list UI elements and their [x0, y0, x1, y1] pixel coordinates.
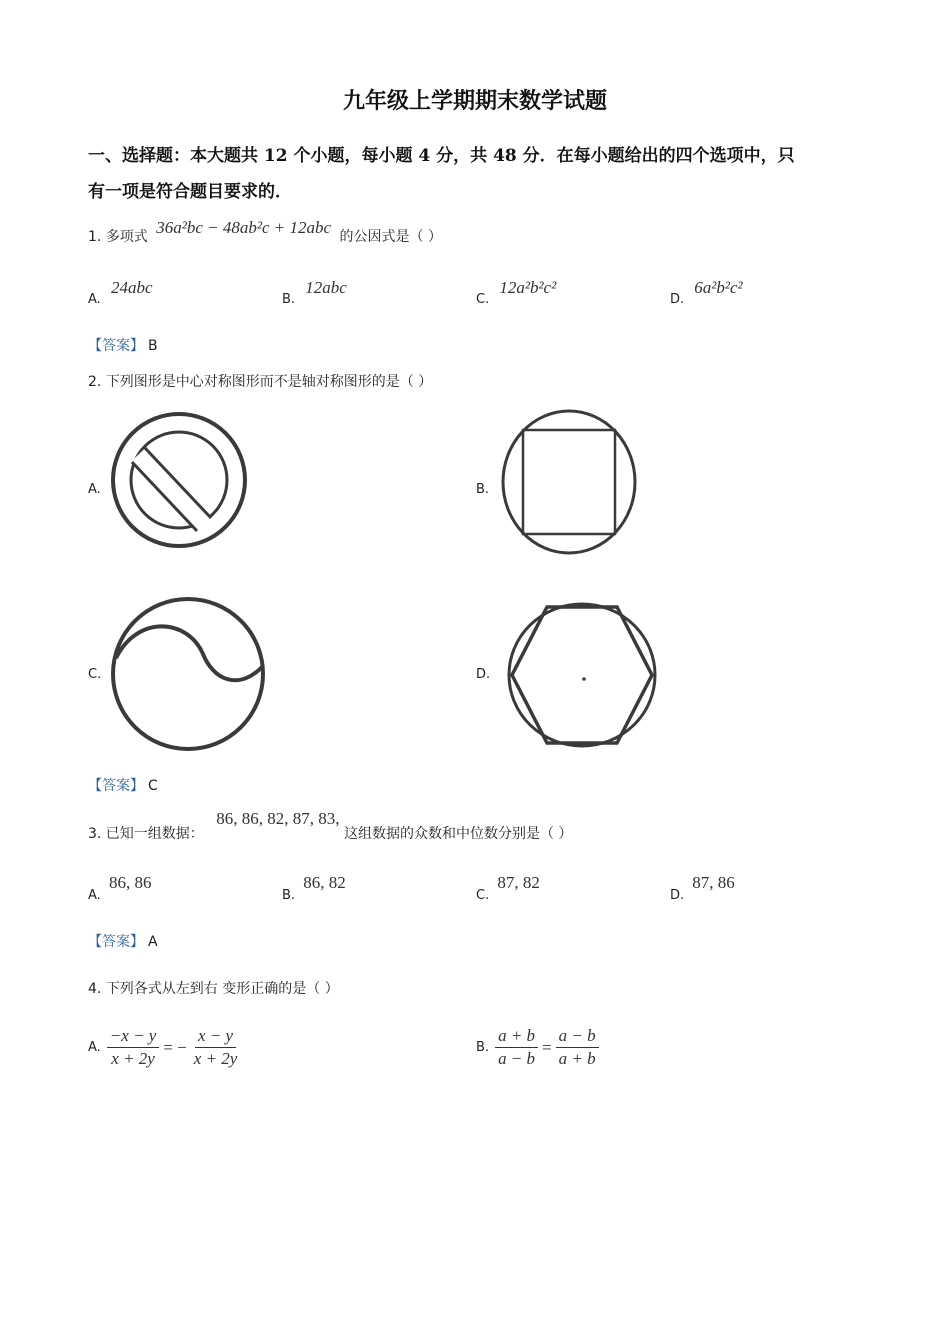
q1-option-c[interactable] — [476, 278, 557, 308]
lhs-denominator: a − b — [498, 1049, 536, 1068]
q3-option-b[interactable] — [282, 873, 346, 904]
question-2-stem: 2. 下列图形是中心对称图形而不是轴对称图形的是（ ） — [88, 374, 433, 390]
option-label: A. — [88, 292, 101, 307]
q2-option-c-label[interactable]: C. — [88, 667, 102, 682]
option-label: B. — [476, 1040, 490, 1055]
option-text: 86, 82 — [303, 873, 346, 892]
rhs-fraction — [556, 1026, 599, 1069]
option-label: C. — [476, 292, 490, 307]
q2-figure-b-square-in-circle[interactable] — [500, 408, 638, 556]
option-label: C. — [476, 888, 490, 903]
lhs-fraction — [107, 1026, 160, 1069]
answer-tag: 【答案】 — [88, 338, 144, 354]
equation-relation: = — [542, 1037, 552, 1057]
lhs-fraction — [495, 1026, 538, 1069]
answer-value: B — [148, 338, 158, 354]
option-text: 86, 86 — [108, 873, 152, 892]
equation-relation: = − — [163, 1037, 187, 1057]
q1-option-a[interactable] — [88, 278, 153, 308]
lhs-numerator: a + b — [495, 1026, 538, 1048]
rhs-denominator: a + b — [558, 1049, 596, 1068]
question-3-data: 86, 86, 82, 87, 83, — [216, 809, 340, 828]
q2-figure-a-circle-slash[interactable] — [108, 405, 250, 555]
page-title: 九年级上学期期末数学试题 — [342, 88, 607, 114]
lhs-denominator: x + 2y — [111, 1049, 155, 1068]
q2-figure-c-s-curve-in-circle[interactable] — [108, 594, 266, 754]
q2-option-b-label[interactable]: B. — [476, 482, 490, 497]
option-text: 87, 82 — [497, 873, 540, 892]
q1-option-b[interactable] — [282, 278, 347, 308]
option-label: B. — [282, 888, 296, 903]
option-label: A. — [88, 888, 101, 903]
question-1-suffix: 的公因式是（ ） — [339, 229, 442, 245]
option-text: 87, 86 — [692, 873, 735, 892]
question-4-stem: 4. 下列各式从左到右 变形正确的是（ ） — [88, 981, 339, 997]
question-1-prefix: 1. 多项式 — [88, 229, 148, 245]
lhs-numerator: −x − y — [107, 1026, 160, 1048]
answer-value: A — [148, 934, 158, 950]
q3-option-c[interactable] — [476, 873, 540, 904]
section-heading-line-1: 一、选择题：本大题共 12 个小题，每小题 4 分，共 48 分．在每小题给出的四个选项中，只 — [88, 146, 795, 166]
option-text: 24abc — [110, 278, 153, 297]
question-3-suffix: 这组数据的众数和中位数分别是（ ） — [343, 826, 573, 842]
option-text: 12a²b²c² — [499, 278, 557, 297]
section-heading-line-2: 有一项是符合题目要求的． — [88, 182, 292, 202]
option-text: 6a²b²c² — [694, 278, 743, 297]
answer-tag: 【答案】 — [88, 934, 144, 950]
q2-option-a-label[interactable]: A. — [88, 482, 101, 497]
q4-option-b[interactable] — [476, 1026, 599, 1069]
rhs-numerator: a − b — [556, 1026, 599, 1048]
question-1-stem — [88, 218, 442, 246]
q3-option-d[interactable] — [670, 873, 735, 904]
question-3-stem — [88, 809, 573, 843]
option-equation — [107, 1026, 241, 1069]
option-label: D. — [670, 888, 685, 903]
q4-option-a[interactable] — [88, 1026, 240, 1069]
option-label: A. — [88, 1040, 101, 1055]
option-label: B. — [282, 292, 296, 307]
answer-value: C — [148, 778, 158, 794]
q2-option-d-label[interactable]: D. — [476, 667, 491, 682]
rhs-denominator: x + 2y — [193, 1049, 238, 1068]
option-text: 12abc — [305, 278, 347, 297]
answer-tag: 【答案】 — [88, 778, 144, 794]
option-label: D. — [670, 292, 685, 307]
q2-figure-d-hexagon-in-circle[interactable] — [505, 600, 659, 750]
question-1-answer — [88, 335, 158, 355]
question-2-answer — [88, 775, 158, 795]
rhs-numerator: x − y — [195, 1026, 236, 1048]
question-1-expression: 36a²bc − 48ab²c + 12abc — [156, 218, 332, 237]
question-3-answer — [88, 931, 158, 951]
option-equation — [495, 1026, 599, 1069]
rhs-fraction — [191, 1026, 241, 1069]
q1-option-d[interactable] — [670, 278, 743, 308]
q3-option-a[interactable] — [88, 873, 152, 904]
question-3-prefix: 3. 已知一组数据： — [88, 826, 204, 842]
